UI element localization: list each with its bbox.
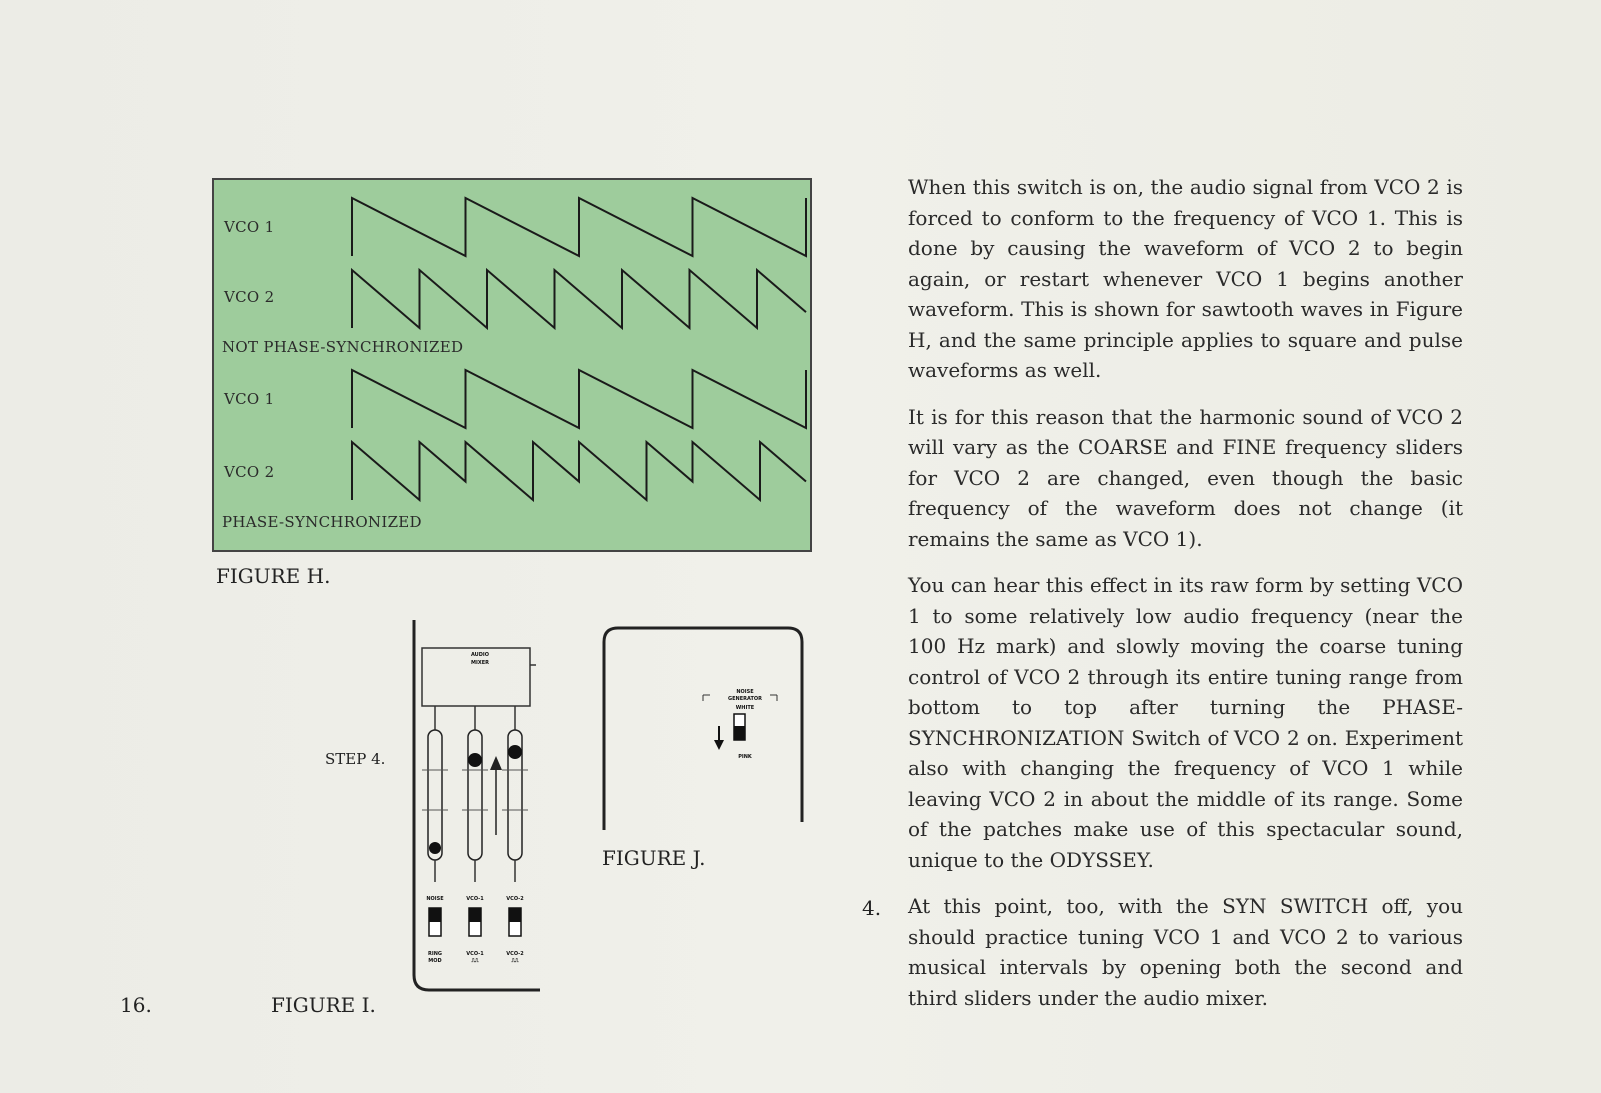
switch-top-vco2: VCO-2	[506, 896, 524, 902]
figure-j-caption: FIGURE J.	[602, 846, 706, 870]
section-label-sync: PHASE-SYNCHRONIZED	[222, 513, 422, 531]
mixer-label-1: AUDIO	[470, 652, 490, 658]
waveform-vco1-bottom	[352, 370, 806, 428]
figure-i-caption: FIGURE I.	[271, 993, 376, 1017]
row-label-vco1-bottom: VCO 1	[224, 390, 275, 408]
white-label: WHITE	[735, 705, 755, 711]
switch-top-vco1: VCO-1	[466, 896, 484, 902]
body-text-column	[908, 172, 1463, 891]
page-number: 16.	[120, 993, 152, 1017]
row-label-vco1-top: VCO 1	[224, 218, 275, 236]
figure-h-panel	[212, 178, 812, 552]
waveform-vco2-unsync	[352, 270, 806, 328]
row-label-vco2-bottom: VCO 2	[224, 463, 275, 481]
section-label-not-sync: NOT PHASE-SYNCHRONIZED	[222, 338, 464, 356]
pink-label: PINK	[738, 754, 752, 760]
figure-j-diagram	[598, 622, 818, 832]
figure-h-waveforms	[214, 180, 810, 550]
switch-bottom-vco1-pulse: ⎍⎍	[471, 958, 479, 964]
mixer-label-2: MIXER	[471, 660, 489, 666]
list-item-text: At this point, too, with the SYN SWITCH off, you should practice tuning VCO 1 and VCO 2 to various musical intervals by opening both the second and third sliders under the audio mixer.	[908, 894, 1463, 1010]
paragraph-2: It is for this reason that the harmonic sound of VCO 2 will vary as the COARSE and FINE frequency sliders for VCO 2 are changed, even though the basic frequency of the waveform does not change (it remains the same as VCO 1).	[908, 404, 1463, 551]
noise-label: NOISE	[736, 689, 754, 695]
switch-bottom-ring: RING	[428, 951, 442, 957]
figure-h-caption: FIGURE H.	[216, 564, 331, 588]
switch-bottom-vco1: VCO-1	[466, 951, 484, 957]
row-label-vco2-top: VCO 2	[224, 288, 275, 306]
step-label: STEP 4.	[325, 750, 386, 768]
switch-top-noise: NOISE	[426, 896, 444, 902]
switch-bottom-mod: MOD	[428, 958, 442, 964]
paragraph-1: When this switch is on, the audio signal from VCO 2 is forced to conform to the frequency of VCO 1. This is done by causing the waveform of VCO 2 to begin again, or restart whenever VCO 1 begins another waveform. This is shown for sawtooth waves in Figure H, and the same principle applies to square and pulse waveforms as well.	[908, 175, 1463, 382]
waveform-vco2-sync	[352, 442, 806, 500]
switch-bottom-vco2-pulse: ⎍⎍	[511, 958, 519, 964]
list-item-number: 4.	[862, 896, 882, 920]
generator-label: GENERATOR	[728, 696, 762, 702]
switch-bottom-vco2: VCO-2	[506, 951, 524, 957]
waveform-vco1-top	[352, 198, 806, 256]
paragraph-3: You can hear this effect in its raw form by setting VCO 1 to some relatively low audio frequency (near the 100 Hz mark) and slowly moving the coarse tuning control of VCO 2 through its entire tuning range from bottom to top after turning the PHASE-SYNCHRONIZATION Switch of VCO 2 on. Experiment also with changing the frequency of VCO 1 while leaving VCO 2 in about the middle of its range. Some of the patches make use of this spectacular sound, unique to the ODYSSEY.	[908, 573, 1463, 872]
